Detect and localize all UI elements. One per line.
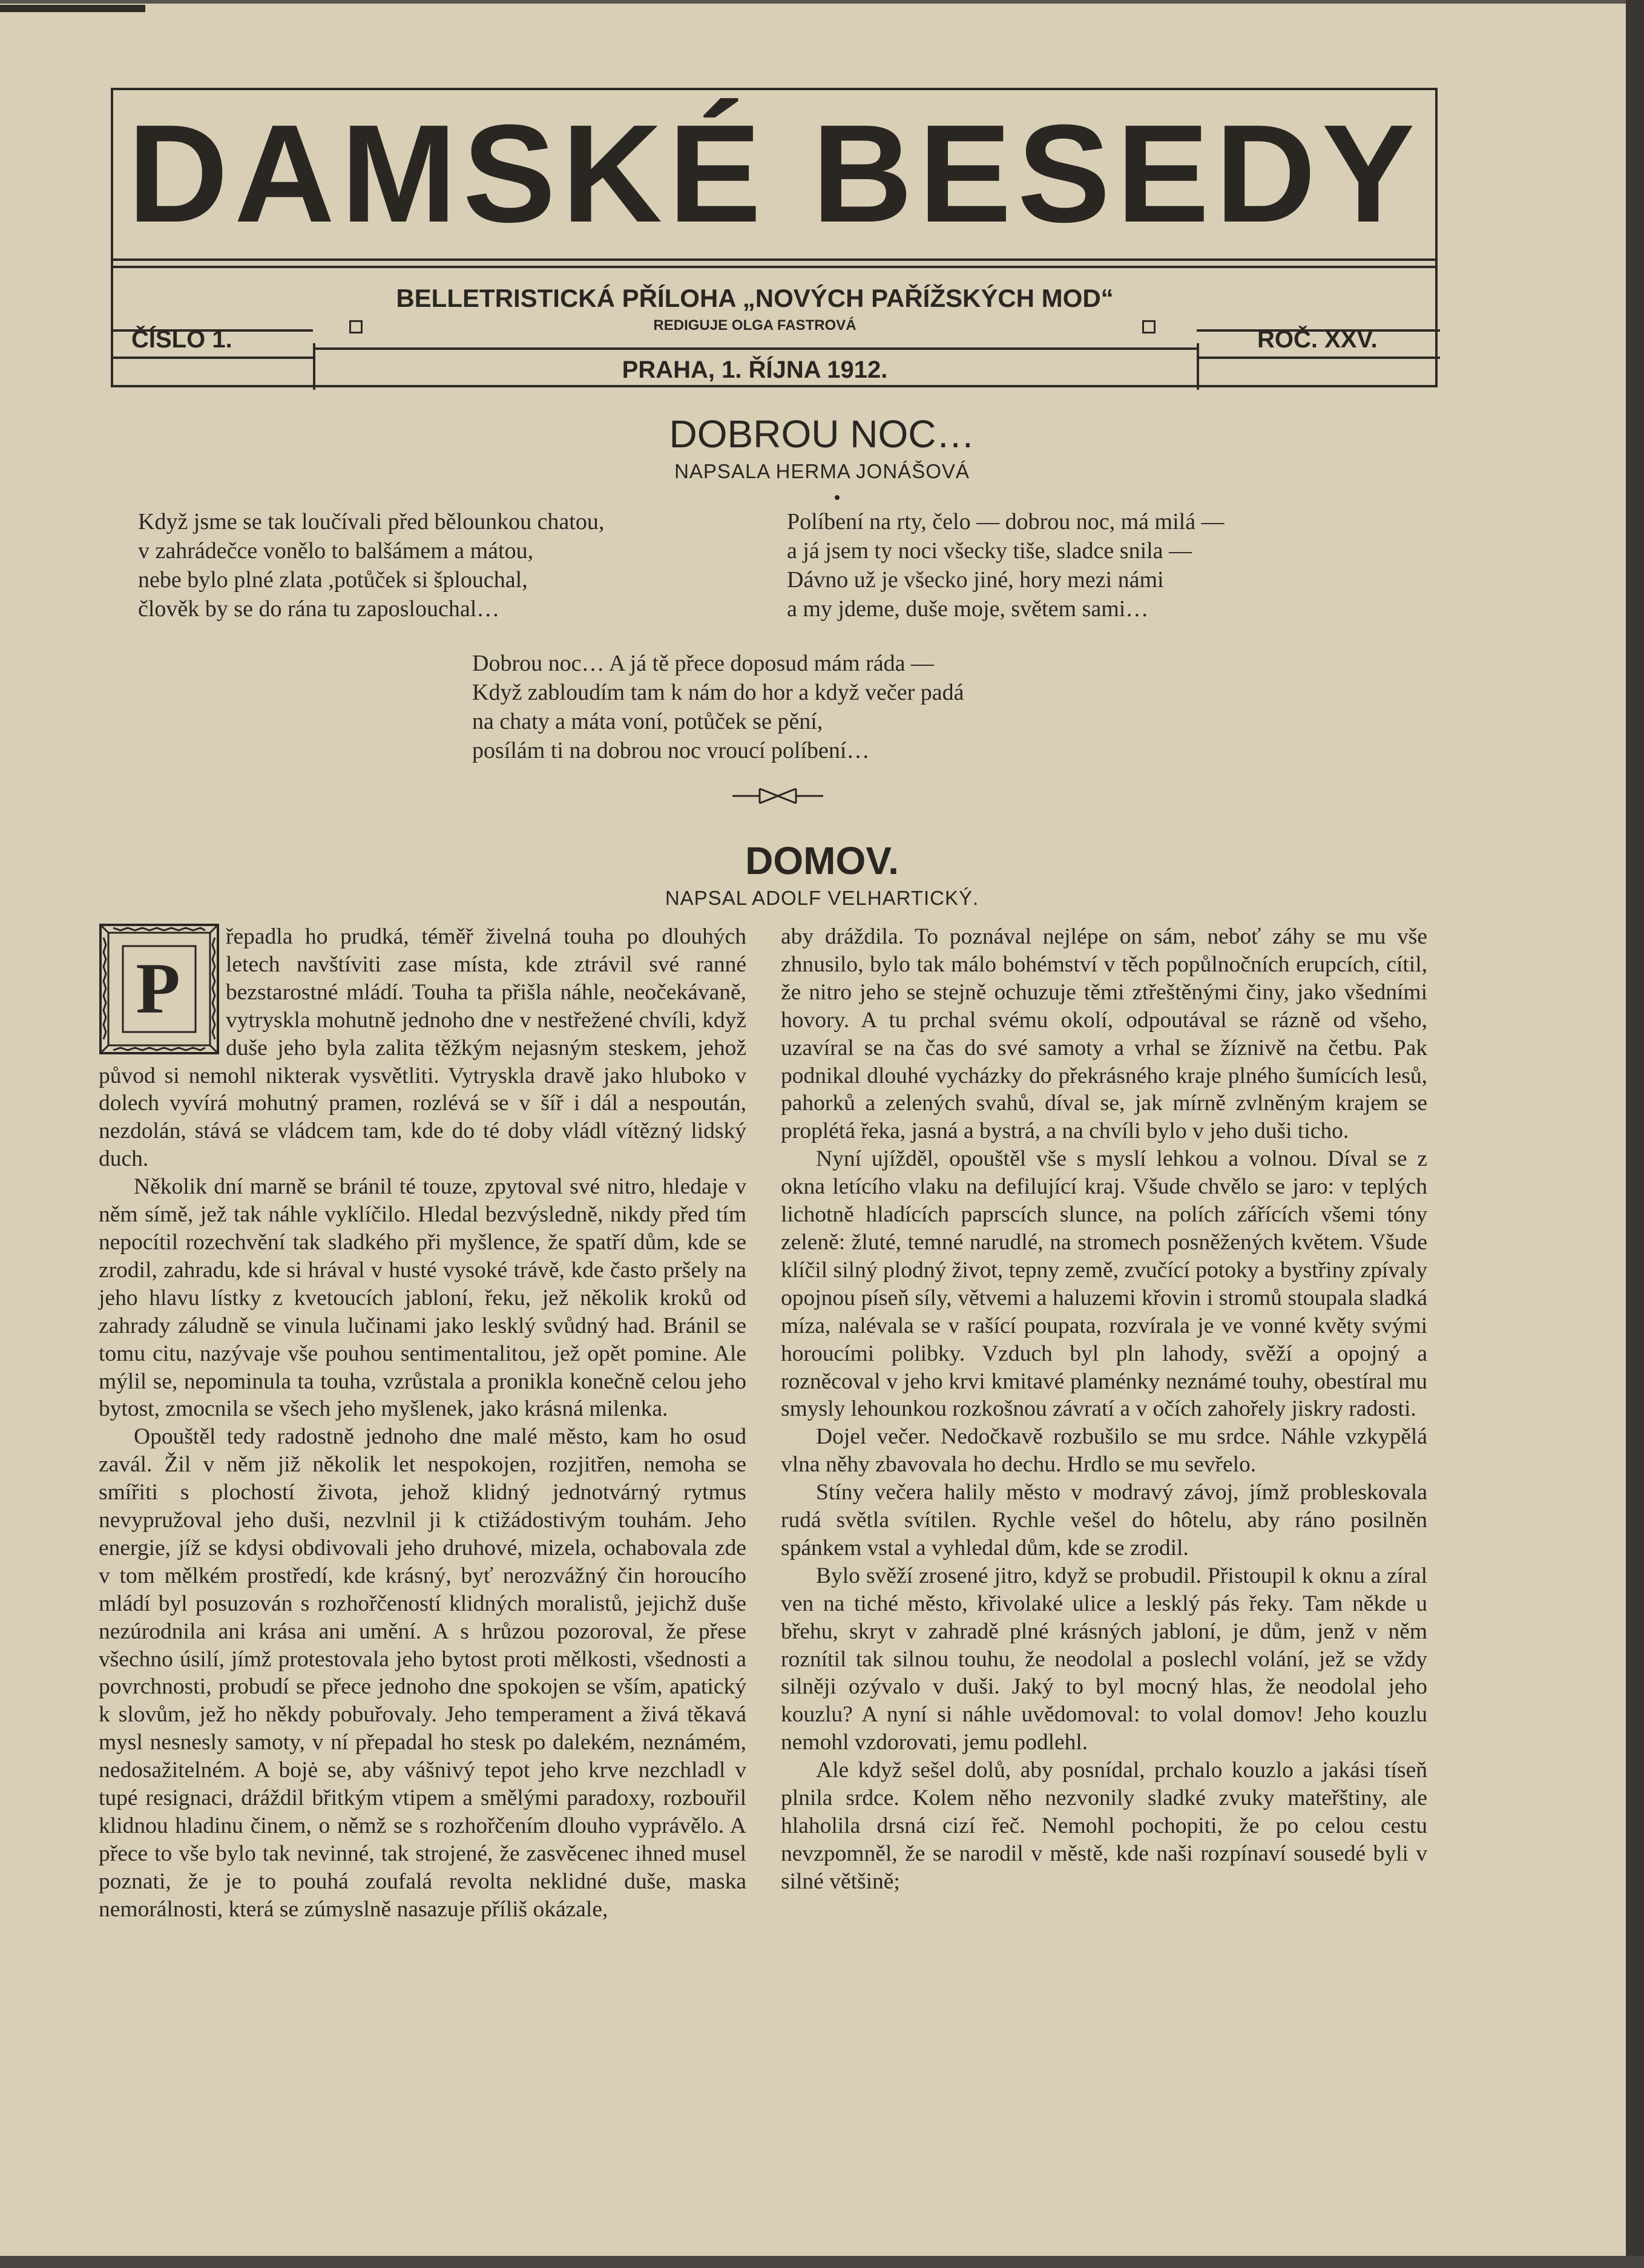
square-ornament <box>1142 320 1156 334</box>
story-paragraph: Dojel večer. Nedočkavě rozbušilo se mu srdce. Náhle vzkypělá vlna něhy zbavovala ho dechu. Hrdlo se mu sevřelo. <box>781 1424 1427 1477</box>
story-paragraph: Ale když sešel dolů, aby posnídal, prchalo kouzlo a jakási tíseň plnila srdce. Kolem něho nezvonily sladké zvuky mateřštiny, ale hlaholila drsná cizí řeč. Nemohl pochopiti, že po celou cestu nevzpomněl, že se narodil v městě, kde naši rozpínaví sousedé byli v silné většině; <box>781 1758 1427 1894</box>
story-paragraph: řepadla ho prudká, téměř živelná touha po dlouhých letech navštíviti zase místa, kde ztrávil své ranné bezstarostné mládí. Touha ta přišla náhle, neočekávaně, vytryskla mohutně jednoho dne v nestřežené chvíli, když duše jeho byla zalita těžkým nejasným steskem, jehož původ si nemohl nikterak vysvětliti. Vytryskla dravě jako hluboko v dolech vyvírá mohutný pramen, rozlévá se v šíř i dál a nespoután, nezdolán, stává se vládcem tam, kde do té doby vládl vítězný lidský duch. <box>99 924 746 1172</box>
story-title: DOMOV. <box>745 839 899 883</box>
dropcap-letter: P <box>136 948 180 1028</box>
story-paragraph: Opouštěl tedy radostně jednoho dne malé město, kam ho osud zavál. Žil v něm již několik let nespokojen, rozjitřen, nemoha se smířiti s plochostí života, jehož klidný jednotvárný rytmus nevypružoval jeho duši, nezvlnil ji k ctižádostivým touhám. Jeho energie, jíž se kdysi obdivovali jeho druhové, mizela, ochabovala zde v tom mělkém prostředí, kde krásný, byť nerozvážný čin horoucího mládí byl posuzován s rozhořčeností klidných moralistů, jejichž duše nezúrodnila ani krása ani umění. A s hrůzou pozoroval, že přese všechno úsilí, jímž protestovala jeho bytost proti mělkosti, všednosti a povrchnosti, probudí se přece jednoho dne spokojen se vším, apatický k slovům, jež ho někdy pobuřovaly. Jeho temperament a živá těkavá mysl nesnesly samoty, v ní přepadal ho stesk po dalekém, neznámém, nedosažitelném. A bojė se, aby vášnivý tepot jeho krve nezchladl v tupé resignaci, dráždil břitkým vtipem a smělými paradoxy, rozbouřil klidnou hladinu činem, o němž se s rozhořčením dlouho vyprávělo. A přece to vše bylo tak nevinné, tak strojené, že zasvěcenec ihned musel poznati, že je to pouhá zoufalá revolta neklidné duše, maska nemorálnosti, která se zúmyslně nasazuje příliš okázale, <box>99 1424 746 1922</box>
section-divider-ornament <box>732 784 823 808</box>
story-paragraph: Bylo svěží zrosené jitro, když se probudil. Přistoupil k oknu a zíral ven na tiché město, křivolaké ulice a lesklý pás řeky. Tam někde u břehu, skryt v zahradě plné krásných jabloní, je dům, jenž v něm roznítil tak silnou touhu, že neodolal a poslechl volání, jež se vždy silněji ozývalo v duši. Jaký to byl mocný hlas, že neodolal jeho kouzlu? A nyní si náhle uvědomoval: to volal domov! Jeho kouzlu nemohl vzdorovati, jemu podlehl. <box>781 1563 1427 1755</box>
masthead-rule <box>113 357 313 359</box>
poem-stanza-3 <box>472 649 964 765</box>
supplement-line: BELLETRISTICKÁ PŘÍLOHA „NOVÝCH PAŘÍŽSKÝCH MOD“ <box>396 284 1114 312</box>
page-corner-mark <box>0 5 145 12</box>
poem-line: a já jsem ty noci všecky tiše, sladce snila — <box>787 538 1192 564</box>
masthead-title: DAMSKÉ BESEDY <box>127 96 1421 251</box>
story-paragraph: Nyní ujížděl, opouštěl vše s myslí lehkou a volnou. Díval se z okna letícího vlaku na defilující kraj. Všude chvělo se jaro: v teplých lichotně hladících paprscích slunce, na polích zářících všemi tóny zeleně: žluté, temné narudlé, na stromech posněžených květem. Všude klíčil silný plodný život, tepny země, zvučící potoky a bystřiny zpívaly opojnou píseň síly, větvemi a haluzemi křovin i stromů stoupala sladká míza, nalévala se v rašící poupata, rozvírala je ve vonné květy svými horoucími polibky. Vzduch byl pln lahody, svěží a opojný a rozněcoval v jeho krvi kmitavé plaménky neznámé touhy, obestíral mu smysly lehounkou rozkošnou závratí a v očích zahořely jiskry radosti. <box>781 1146 1427 1422</box>
poem-line: posílám ti na dobrou noc vroucí políbení… <box>472 738 870 763</box>
masthead <box>111 88 1438 387</box>
story-column-left <box>99 923 746 1924</box>
issue-number: ČÍSLO 1. <box>131 326 232 353</box>
story-column-right <box>781 923 1427 1896</box>
masthead-rule <box>313 347 1197 350</box>
volume-number: ROČ. XXV. <box>1257 326 1378 353</box>
poem-title: DOBROU NOC… <box>669 412 975 456</box>
poem-line: na chaty a máta voní, potůček se pění, <box>472 709 823 734</box>
story-paragraph: Několik dní marně se bránil té touze, zpytoval své nitro, hledaje v něm símě, jež tak náhle vyklíčilo. Hledal bezvýsledně, nikdy před tím nepocítil rozechvění tak sladkého při myšlence, že spatří dům, kde se zrodil, zahradu, kde si hrával v husté vysoké trávě, kde často pršely na jeho hlavu lístky z kvetoucích jabloní, řeku, jež několik kroků od zahrady záludně se vinula lučinami jako lesklý svůdný had. Bránil se tomu citu, nazývaje vše pouhou sentimentalitou, jež opět pomine. Ale mýlil se, nepominula ta touha, vzrůstala a pronikla konečně celou jeho bytost, zmocnila se všech jeho myšlenek, jako krásná milenka. <box>99 1174 746 1422</box>
masthead-rule <box>113 266 1435 268</box>
poem-line: Dobrou noc… A já tě přece doposud mám ráda — <box>472 651 934 676</box>
poem-line: člověk by se do rána tu zaposlouchal… <box>138 596 500 622</box>
poem-line: Dávno už je všecko jiné, hory mezi námi <box>787 567 1164 593</box>
page-top-edge <box>0 0 1644 4</box>
poem-line: nebe bylo plné zlata ,potůček si šplouchal, <box>138 567 528 593</box>
masthead-rule <box>1197 343 1199 390</box>
poem-line: Když zabloudím tam k nám do hor a když večer padá <box>472 680 964 705</box>
masthead-rule <box>1197 357 1440 359</box>
poem-author: NAPSALA HERMA JONÁŠOVÁ <box>674 460 970 482</box>
editor-line: REDIGUJE OLGA FASTROVÁ <box>653 317 857 334</box>
poem-line: Když jsme se tak loučívali před bělounkou chatou, <box>138 509 605 534</box>
poem-line: a my jdeme, duše moje, světem sami… <box>787 596 1149 622</box>
page-right-edge <box>1626 0 1644 2268</box>
page-bottom-edge <box>0 2256 1644 2268</box>
poem-line: Políbení na rty, čelo — dobrou noc, má milá — <box>787 509 1225 534</box>
poem-line: v zahrádečce vonělo to balšámem a mátou, <box>138 538 534 564</box>
masthead-rule <box>113 258 1435 261</box>
dropcap-initial <box>99 923 220 1055</box>
poem-stanza-1 <box>138 507 604 623</box>
poem-stanza-2 <box>787 507 1225 623</box>
story-paragraph: aby dráždila. To poznával nejlépe on sám, neboť záhy se mu vše zhnusilo, bylo tak málo bohémství v těch popůlnočních erupcích, cítil, že nitro jeho se stejně ochuzuje těmi ztřeštěnými činy, jako všedními hovory. A tu prchal svému okolí, odpoutával se rázně od všeho, uzavíral se na čas do své samoty a vrhal se žíznivě na četbu. Pak podnikal dlouhé vycházky do překrásného kraje plného šumících lesů, pahorků a zelených svahů, díval se, jak mírně zvlněným krajem se proplétá řeka, jasná a bystrá, a na chvíli bylo v jeho duši ticho. <box>781 924 1427 1144</box>
story-paragraph: Stíny večera halily město v modravý závoj, jímž probleskovala rudá světla svítilen. Rychle vešel do hôtelu, aby ráno posilněn spánkem vstal a vyhledal dům, kde se zrodil. <box>781 1480 1427 1560</box>
ink-dot <box>835 495 840 500</box>
story-author: NAPSAL ADOLF VELHARTICKÝ. <box>665 887 979 909</box>
place-date: PRAHA, 1. ŘÍJNA 1912. <box>622 357 888 383</box>
masthead-subheader <box>113 272 1435 390</box>
